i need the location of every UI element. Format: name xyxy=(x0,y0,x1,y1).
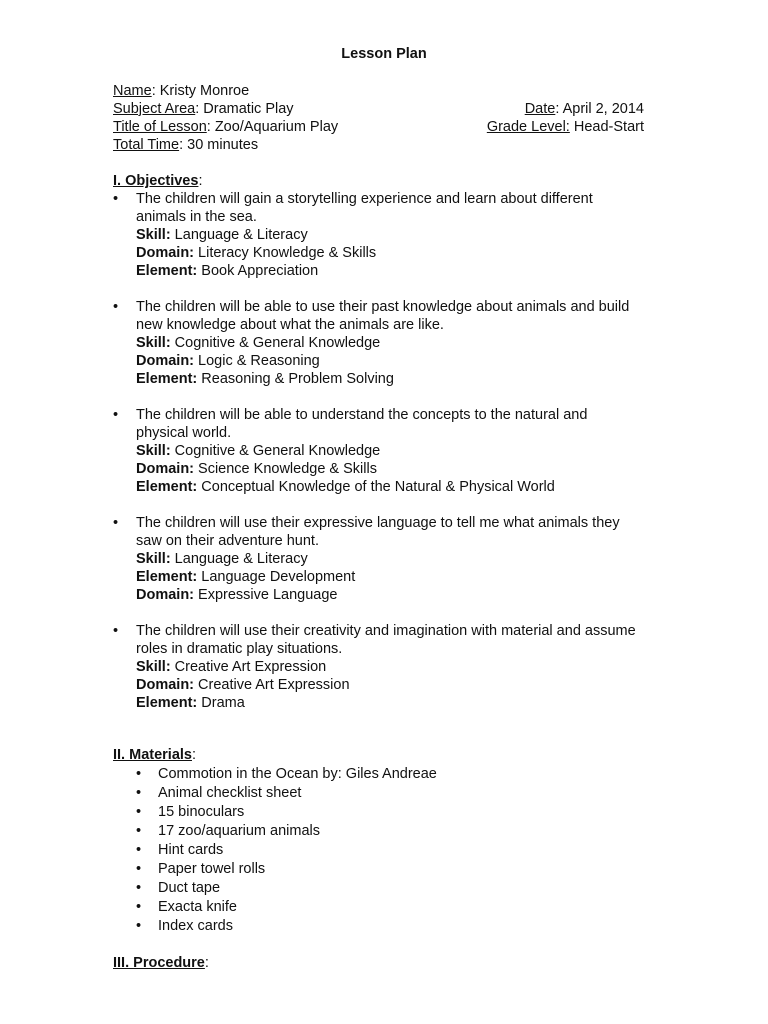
objective-item xyxy=(113,514,673,604)
field-label: Skill: xyxy=(136,335,171,351)
objective-item xyxy=(113,190,673,280)
objective-text-line1: The children will be able to use their past knowledge about animals and build xyxy=(136,299,630,315)
material-item xyxy=(136,917,636,936)
material-text: Index cards xyxy=(158,918,233,934)
materials-heading xyxy=(113,746,196,764)
bullet-icon: • xyxy=(113,191,119,207)
objective-item xyxy=(113,298,673,388)
field-value: Language & Literacy xyxy=(170,227,308,243)
objective-text-line1: The children will be able to understand the concepts to the natural and xyxy=(136,407,588,423)
bullet-icon: • xyxy=(136,823,142,839)
field-value: Cognitive & General Knowledge xyxy=(170,335,381,351)
objective-field-3 xyxy=(136,694,673,712)
field-value: Literacy Knowledge & Skills xyxy=(194,245,377,261)
field-value: Creative Art Expression xyxy=(170,659,327,675)
field-value: Language Development xyxy=(197,569,356,585)
lesson-title-label: Title of Lesson xyxy=(113,119,207,135)
material-text: Commotion in the Ocean by: Giles Andreae xyxy=(158,766,437,782)
materials-list xyxy=(136,765,636,936)
material-item xyxy=(136,879,636,898)
field-label: Element: xyxy=(136,569,198,585)
objective-text-line2: roles in dramatic play situations. xyxy=(136,641,343,657)
bullet-icon: • xyxy=(136,804,142,820)
field-label: Skill: xyxy=(136,443,171,459)
objective-item xyxy=(113,406,673,496)
objectives-list xyxy=(113,190,673,730)
objective-text-line2: physical world. xyxy=(136,425,232,441)
material-item xyxy=(136,822,636,841)
name-row xyxy=(113,82,644,100)
objective-field-3 xyxy=(136,586,673,604)
objective-field-3 xyxy=(136,478,673,496)
material-text: Paper towel rolls xyxy=(158,861,266,877)
field-label: Domain: xyxy=(136,353,194,369)
objective-field-1 xyxy=(136,442,673,460)
objectives-heading xyxy=(113,172,202,190)
bullet-icon: • xyxy=(136,880,142,896)
field-label: Skill: xyxy=(136,227,171,243)
date-field xyxy=(525,100,644,118)
grade-label: Grade Level: xyxy=(486,119,570,135)
material-item xyxy=(136,765,636,784)
objectives-heading-colon: : xyxy=(198,173,203,189)
material-text: Hint cards xyxy=(158,842,224,858)
objective-field-3 xyxy=(136,262,673,280)
objective-text-line2: new knowledge about what the animals are like. xyxy=(136,317,444,333)
field-value: Creative Art Expression xyxy=(194,677,350,693)
material-item xyxy=(136,860,636,879)
material-item xyxy=(136,898,636,917)
material-item xyxy=(136,784,636,803)
bullet-icon: • xyxy=(113,407,119,423)
field-value: Drama xyxy=(197,695,245,711)
materials-heading-colon: : xyxy=(191,747,197,763)
objective-field-2 xyxy=(136,244,673,262)
bullet-icon: • xyxy=(113,623,119,639)
time-value: : 30 minutes xyxy=(179,137,259,153)
objective-field-2 xyxy=(136,352,673,370)
field-value: Book Appreciation xyxy=(197,263,319,279)
bullet-icon: • xyxy=(113,515,119,531)
time-row xyxy=(113,136,644,154)
grade-value: Head-Start xyxy=(569,119,644,135)
bullet-icon: • xyxy=(136,899,142,915)
date-value: : April 2, 2014 xyxy=(555,101,644,117)
field-value: Logic & Reasoning xyxy=(194,353,320,369)
field-label: Domain: xyxy=(136,461,194,477)
procedure-heading-text: III. Procedure xyxy=(113,955,205,971)
material-item xyxy=(136,803,636,822)
objective-field-1 xyxy=(136,658,673,676)
subject-value: : Dramatic Play xyxy=(195,101,294,117)
objective-item xyxy=(113,622,673,712)
field-value: Expressive Language xyxy=(194,587,338,603)
field-label: Element: xyxy=(136,695,198,711)
field-label: Element: xyxy=(136,263,198,279)
bullet-icon: • xyxy=(136,861,142,877)
objective-text-line2: animals in the sea. xyxy=(136,209,257,225)
date-label: Date xyxy=(524,101,556,117)
time-label: Total Time xyxy=(113,137,180,153)
field-value: Conceptual Knowledge of the Natural & Physical World xyxy=(197,479,555,495)
field-label: Domain: xyxy=(136,245,194,261)
name-label: Name xyxy=(113,83,152,99)
material-text: 15 binoculars xyxy=(158,804,245,820)
field-label: Domain: xyxy=(136,587,194,603)
material-text: Exacta knife xyxy=(158,899,237,915)
objectives-heading-text: I. Objectives xyxy=(113,173,199,189)
field-value: Cognitive & General Knowledge xyxy=(170,443,381,459)
bullet-icon: • xyxy=(136,842,142,858)
grade-field xyxy=(487,118,644,136)
material-text: Duct tape xyxy=(158,880,221,896)
procedure-heading-colon: : xyxy=(204,955,209,971)
bullet-icon: • xyxy=(136,785,142,801)
bullet-icon: • xyxy=(113,299,119,315)
objective-field-2 xyxy=(136,460,673,478)
material-item xyxy=(136,841,636,860)
field-label: Skill: xyxy=(136,551,171,567)
field-label: Domain: xyxy=(136,677,194,693)
objective-field-1 xyxy=(136,550,673,568)
field-label: Skill: xyxy=(136,659,171,675)
field-label: Element: xyxy=(136,371,198,387)
bullet-icon: • xyxy=(136,766,142,782)
subject-date-row xyxy=(113,100,644,118)
objective-field-1 xyxy=(136,334,673,352)
objective-field-2 xyxy=(136,676,673,694)
material-text: 17 zoo/aquarium animals xyxy=(158,823,321,839)
bullet-icon: • xyxy=(136,918,142,934)
procedure-heading xyxy=(113,954,209,972)
field-label: Element: xyxy=(136,479,198,495)
field-value: Reasoning & Problem Solving xyxy=(197,371,394,387)
document-title: Lesson Plan xyxy=(341,46,427,62)
lesson-title-value: : Zoo/Aquarium Play xyxy=(206,119,339,135)
objective-field-2 xyxy=(136,568,673,586)
objective-text-line1: The children will gain a storytelling experience and learn about different xyxy=(136,191,593,207)
objective-text-line2: saw on their adventure hunt. xyxy=(136,533,319,549)
lesson-grade-row xyxy=(113,118,644,136)
material-text: Animal checklist sheet xyxy=(158,785,302,801)
field-value: Science Knowledge & Skills xyxy=(194,461,377,477)
subject-label: Subject Area xyxy=(113,101,196,117)
objective-text-line1: The children will use their creativity and imagination with material and assume xyxy=(136,623,636,639)
name-value: : Kristy Monroe xyxy=(151,83,250,99)
field-value: Language & Literacy xyxy=(170,551,308,567)
objective-field-3 xyxy=(136,370,673,388)
objective-field-1 xyxy=(136,226,673,244)
objective-text-line1: The children will use their expressive language to tell me what animals they xyxy=(136,515,620,531)
materials-heading-text: II. Materials xyxy=(113,747,192,763)
